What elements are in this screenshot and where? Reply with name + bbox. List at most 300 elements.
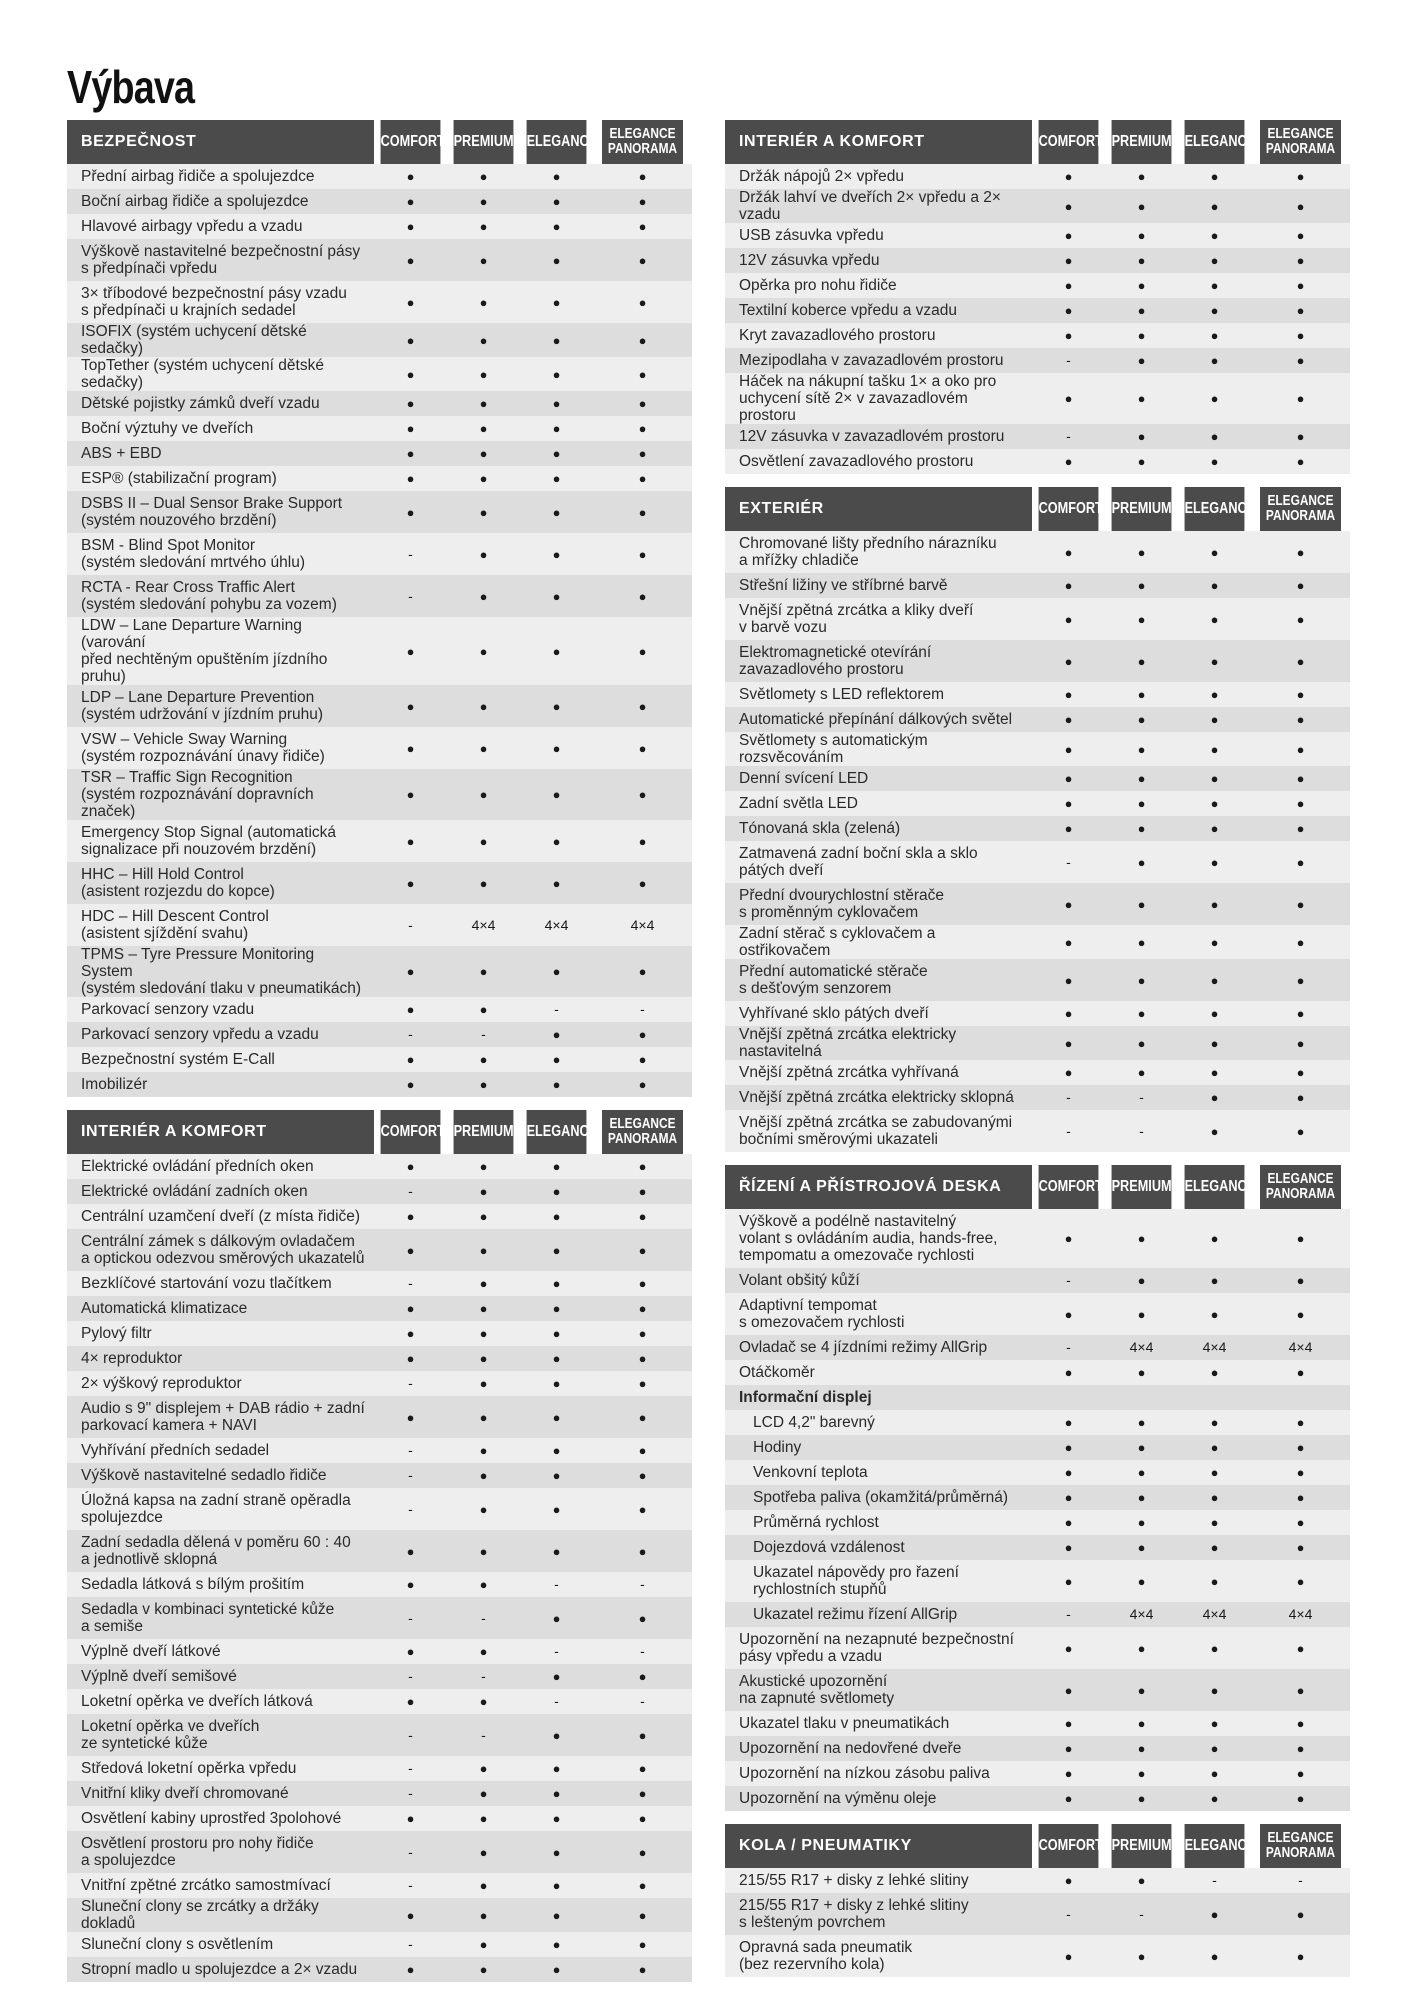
availability-cell: - — [374, 533, 447, 575]
column-header-elegance-panorama — [1260, 1165, 1341, 1209]
feature-label-line: 12V zásuvka v zavazadlovém prostoru — [739, 428, 1005, 445]
availability-cell: ● — [447, 1756, 520, 1781]
feature-label-line: a optickou odezvou směrových ukazatelů — [81, 1250, 365, 1267]
feature-label-line: volant s ovládáním audia, hands-free, — [739, 1230, 998, 1247]
availability-cell: ● — [593, 164, 692, 189]
feature-label-line: Tónovaná skla (zelená) — [739, 820, 901, 837]
feature-label-line: TPMS – Tyre Pressure Monitoring System — [81, 946, 315, 980]
availability-cell: ● — [593, 1022, 692, 1047]
availability-cell: ● — [1178, 1435, 1251, 1460]
availability-cell — [1178, 1385, 1251, 1410]
table-row — [67, 1488, 692, 1530]
feature-label — [725, 1268, 1032, 1293]
availability-cell: ● — [1105, 189, 1178, 223]
availability-cell: ● — [447, 491, 520, 533]
availability-cell: ● — [374, 1396, 447, 1438]
availability-cell: ● — [1178, 1893, 1251, 1935]
availability-cell: ● — [593, 1488, 692, 1530]
feature-label — [725, 373, 1032, 424]
feature-label-line: Centrální zámek s dálkovým ovladačem — [81, 1233, 355, 1250]
availability-cell: ● — [447, 214, 520, 239]
column-header: COMFORT — [381, 120, 441, 164]
availability-cell: ● — [593, 416, 692, 441]
feature-label-line: (systém rozpoznávání únavy řidiče) — [81, 748, 325, 765]
availability-cell: ● — [520, 946, 593, 997]
table-row — [725, 373, 1350, 424]
availability-cell: ● — [1105, 164, 1178, 189]
feature-label-line: Zadní světla LED — [739, 795, 858, 812]
column-header-line: PANORAMA — [1265, 508, 1336, 524]
availability-cell: - — [1032, 1602, 1105, 1627]
availability-cell: ● — [1105, 1535, 1178, 1560]
column-header-line: PANORAMA — [1265, 1186, 1336, 1202]
availability-cell: ● — [1251, 1460, 1350, 1485]
feature-label — [725, 273, 1032, 298]
availability-cell: - — [593, 1572, 692, 1597]
table-row — [725, 1060, 1350, 1085]
availability-cell: ● — [374, 466, 447, 491]
availability-cell: ● — [1251, 1627, 1350, 1669]
feature-label-line: s omezovačem rychlosti — [739, 1314, 905, 1331]
feature-label — [67, 164, 374, 189]
table-row — [67, 214, 692, 239]
availability-cell: ● — [520, 1154, 593, 1179]
availability-cell: ● — [447, 1530, 520, 1572]
feature-label — [725, 598, 1032, 640]
availability-cell: ● — [1032, 1209, 1105, 1268]
feature-label — [725, 1360, 1032, 1385]
section-header — [67, 120, 692, 164]
feature-label-line: parkovací kamera + NAVI — [81, 1417, 257, 1434]
availability-cell: ● — [1032, 531, 1105, 573]
feature-label-line: Výškově nastavitelné sedadlo řidiče — [81, 1467, 327, 1484]
availability-cell: ● — [1178, 531, 1251, 573]
column-header: ELEGANCE — [1185, 1165, 1245, 1209]
feature-label-line: Opěrka pro nohu řidiče — [739, 277, 897, 294]
feature-label-line: Upozornění na nízkou zásobu paliva — [739, 1765, 990, 1782]
column-header: ELEGANCE — [1185, 487, 1245, 531]
feature-label-line: ze syntetické kůže — [81, 1735, 208, 1752]
availability-cell: ● — [593, 189, 692, 214]
feature-label-line: (systém sledování mrtvého úhlu) — [81, 554, 305, 571]
column-header-elegance-panorama — [1260, 120, 1341, 164]
feature-label-line: rychlostních stupňů — [753, 1581, 887, 1598]
feature-label-line: Automatická klimatizace — [81, 1300, 248, 1317]
page-title: Výbava — [67, 61, 195, 113]
table-row — [725, 1001, 1350, 1026]
feature-label — [67, 189, 374, 214]
table-row — [725, 1460, 1350, 1485]
section-title: INTERIÉR A KOMFORT — [67, 1110, 374, 1154]
table-row — [67, 1530, 692, 1572]
availability-cell: ● — [593, 946, 692, 997]
availability-cell: ● — [520, 575, 593, 617]
availability-cell: ● — [1032, 1761, 1105, 1786]
feature-label-line: spolujezdce — [81, 1509, 163, 1526]
feature-label-line: TSR – Traffic Sign Recognition — [81, 769, 293, 786]
availability-cell: ● — [1251, 791, 1350, 816]
availability-cell: ● — [520, 533, 593, 575]
feature-label — [67, 946, 374, 997]
availability-cell: ● — [520, 1781, 593, 1806]
feature-label — [725, 766, 1032, 791]
feature-label-line: Upozornění na nedovřené dveře — [739, 1740, 962, 1757]
availability-cell: ● — [520, 685, 593, 727]
table-row — [725, 883, 1350, 925]
column-header-line: ELEGANCE — [1267, 493, 1334, 509]
feature-label — [67, 1806, 374, 1831]
availability-cell: - — [374, 1831, 447, 1873]
availability-cell: - — [1178, 1868, 1251, 1893]
feature-label — [67, 1932, 374, 1957]
table-row — [725, 682, 1350, 707]
table-row — [725, 449, 1350, 474]
column-header-line: ELEGANCE — [609, 126, 676, 142]
availability-cell: ● — [447, 862, 520, 904]
availability-cell: ● — [1251, 1085, 1350, 1110]
feature-label — [725, 1385, 1032, 1410]
availability-cell: ● — [1105, 883, 1178, 925]
availability-cell: - — [374, 1714, 447, 1756]
feature-label-line: Vnější zpětná zrcátka elektricky sklopná — [739, 1089, 1014, 1106]
table-rizeni — [725, 1165, 1350, 1811]
feature-label-line: a semiše — [81, 1618, 144, 1635]
availability-cell: ● — [1178, 273, 1251, 298]
column-header: PREMIUM — [454, 1110, 514, 1154]
availability-cell: ● — [593, 1873, 692, 1898]
availability-cell: ● — [1251, 1510, 1350, 1535]
availability-cell: ● — [1178, 573, 1251, 598]
availability-cell: ● — [374, 1898, 447, 1932]
availability-cell: ● — [447, 1898, 520, 1932]
table-row — [67, 357, 692, 391]
availability-cell: ● — [1251, 1435, 1350, 1460]
availability-cell: ● — [1032, 598, 1105, 640]
availability-cell: ● — [447, 1639, 520, 1664]
feature-label — [725, 1761, 1032, 1786]
table-row — [67, 1072, 692, 1097]
column-header-line: ELEGANCE — [1267, 1171, 1334, 1187]
feature-label-line: Osvětlení prostoru pro nohy řidiče — [81, 1835, 314, 1852]
table-row — [725, 1410, 1350, 1435]
availability-cell: ● — [1105, 1268, 1178, 1293]
availability-cell: ● — [1251, 598, 1350, 640]
table-row — [725, 1711, 1350, 1736]
feature-label-line: Sluneční clony s osvětlením — [81, 1936, 274, 1953]
availability-cell: - — [1105, 1110, 1178, 1152]
availability-cell: ● — [1251, 883, 1350, 925]
availability-cell: ● — [1251, 449, 1350, 474]
availability-cell: - — [374, 1179, 447, 1204]
column-header: ELEGANCE — [527, 1110, 587, 1154]
availability-cell: - — [520, 1639, 593, 1664]
feature-label — [67, 727, 374, 769]
availability-cell: ● — [374, 1689, 447, 1714]
availability-cell: ● — [1251, 1360, 1350, 1385]
feature-label-line: Zadní stěrač s cyklovačem a ostřikovačem — [739, 925, 936, 959]
feature-label-line: 215/55 R17 + disky z lehké slitiny — [739, 1872, 969, 1889]
availability-cell: ● — [593, 727, 692, 769]
availability-cell: - — [1105, 1893, 1178, 1935]
availability-cell — [1032, 1385, 1105, 1410]
availability-cell: ● — [1251, 1669, 1350, 1711]
availability-cell: ● — [447, 357, 520, 391]
feature-label — [67, 1438, 374, 1463]
feature-label-line: a jednotlivě sklopná — [81, 1551, 218, 1568]
feature-label-line: Akustické upozornění — [739, 1673, 888, 1690]
feature-label — [725, 164, 1032, 189]
availability-cell: ● — [1178, 1460, 1251, 1485]
availability-cell: ● — [447, 164, 520, 189]
availability-cell: ● — [447, 1072, 520, 1097]
availability-cell: ● — [447, 769, 520, 820]
feature-label-line: HDC – Hill Descent Control — [81, 908, 269, 925]
feature-label-line: Loketní opěrka ve dveřích — [81, 1718, 260, 1735]
availability-cell: ● — [1251, 424, 1350, 449]
feature-label — [725, 323, 1032, 348]
table-row — [67, 1271, 692, 1296]
feature-label-line: Boční výztuhy ve dveřích — [81, 420, 254, 437]
availability-cell: ● — [447, 1831, 520, 1873]
availability-cell: ● — [593, 1271, 692, 1296]
table-row — [67, 1689, 692, 1714]
availability-cell: ● — [520, 1932, 593, 1957]
availability-cell: ● — [1032, 682, 1105, 707]
feature-label-line: Přední dvourychlostní stěrače — [739, 887, 945, 904]
availability-cell: - — [1032, 841, 1105, 883]
availability-cell: ● — [447, 239, 520, 281]
availability-cell: ● — [1251, 1711, 1350, 1736]
feature-label-line: (systém sledování pohybu za vozem) — [81, 596, 337, 613]
availability-cell: ● — [374, 617, 447, 685]
column-header-line: ELEGANCE — [609, 1116, 676, 1132]
availability-cell: ● — [593, 862, 692, 904]
availability-cell: - — [520, 997, 593, 1022]
feature-label-line: Upozornění na výměnu oleje — [739, 1790, 937, 1807]
column-header: PREMIUM — [454, 120, 514, 164]
availability-cell: ● — [520, 1831, 593, 1873]
table-row — [725, 1935, 1350, 1977]
availability-cell: ● — [447, 1371, 520, 1396]
availability-cell: ● — [1032, 373, 1105, 424]
feature-label — [725, 248, 1032, 273]
availability-cell: ● — [447, 1229, 520, 1271]
column-header-line: ELEGANCE — [1267, 1830, 1334, 1846]
availability-cell: ● — [1105, 298, 1178, 323]
feature-label-line: (systém udržování v jízdním pruhu) — [81, 706, 324, 723]
feature-label — [67, 1781, 374, 1806]
column-header-elegance-panorama — [1260, 1824, 1341, 1868]
feature-label-line: Bezklíčové startování vozu tlačítkem — [81, 1275, 332, 1292]
availability-cell: ● — [593, 1597, 692, 1639]
availability-cell: ● — [447, 1873, 520, 1898]
availability-cell: ● — [1032, 791, 1105, 816]
availability-cell: ● — [520, 189, 593, 214]
availability-cell: ● — [1032, 1026, 1105, 1060]
availability-cell: ● — [1105, 223, 1178, 248]
section-title: BEZPEČNOST — [67, 120, 374, 164]
availability-cell: 4×4 — [1105, 1602, 1178, 1627]
availability-cell: - — [447, 1597, 520, 1639]
feature-label — [67, 1072, 374, 1097]
availability-cell: ● — [593, 1664, 692, 1689]
availability-cell: ● — [1251, 1736, 1350, 1761]
section-title: INTERIÉR A KOMFORT — [725, 120, 1032, 164]
section-header — [725, 120, 1350, 164]
availability-cell: ● — [520, 214, 593, 239]
table-row — [67, 862, 692, 904]
availability-cell: ● — [1105, 791, 1178, 816]
availability-cell: ● — [447, 1346, 520, 1371]
column-header: PREMIUM — [1112, 487, 1172, 531]
feature-label-line: (bez rezervního kola) — [739, 1956, 885, 1973]
feature-label-line: Parkovací senzory vpředu a vzadu — [81, 1026, 319, 1043]
availability-cell: ● — [374, 214, 447, 239]
availability-cell: ● — [520, 491, 593, 533]
availability-cell: ● — [520, 1296, 593, 1321]
availability-cell: ● — [1032, 1060, 1105, 1085]
availability-cell: ● — [447, 1321, 520, 1346]
availability-cell: ● — [593, 769, 692, 820]
availability-cell: - — [447, 1664, 520, 1689]
column-header-line: ELEGANCE — [1267, 126, 1334, 142]
table-row — [67, 1932, 692, 1957]
table-row — [725, 323, 1350, 348]
table-row — [67, 1154, 692, 1179]
feature-label-line: Volant obšitý kůží — [739, 1272, 860, 1289]
availability-cell: ● — [593, 533, 692, 575]
feature-label-line: Ovladač se 4 jízdními režimy AllGrip — [739, 1339, 988, 1356]
table-row — [725, 1510, 1350, 1535]
availability-cell: ● — [374, 1957, 447, 1982]
availability-cell: ● — [1105, 925, 1178, 959]
feature-label — [725, 531, 1032, 573]
table-row — [725, 1535, 1350, 1560]
table-row — [67, 1179, 692, 1204]
feature-label-line: Výškově a podélně nastavitelný — [739, 1213, 957, 1230]
availability-cell: - — [593, 997, 692, 1022]
availability-cell: 4×4 — [1105, 1335, 1178, 1360]
availability-cell: ● — [1105, 373, 1178, 424]
availability-cell: ● — [520, 862, 593, 904]
availability-cell: ● — [1105, 1711, 1178, 1736]
availability-cell: ● — [1251, 766, 1350, 791]
table-row — [725, 816, 1350, 841]
availability-cell: ● — [1178, 1669, 1251, 1711]
feature-label-line: Přední automatické stěrače — [739, 963, 928, 980]
availability-cell: ● — [1178, 1510, 1251, 1535]
table-row — [725, 424, 1350, 449]
table-row — [725, 1293, 1350, 1335]
availability-cell: ● — [593, 357, 692, 391]
availability-cell: ● — [1251, 223, 1350, 248]
section-header — [725, 1165, 1350, 1209]
availability-cell: ● — [520, 239, 593, 281]
availability-cell: ● — [1032, 1736, 1105, 1761]
feature-label — [725, 816, 1032, 841]
table-row — [67, 1664, 692, 1689]
feature-label-line: Výškově nastavitelné bezpečnostní pásy — [81, 243, 361, 260]
feature-label — [725, 1410, 1032, 1435]
feature-label-line: (asistent rozjezdu do kopce) — [81, 883, 275, 900]
availability-cell: ● — [520, 769, 593, 820]
feature-label-line: Osvětlení kabiny uprostřed 3polohové — [81, 1810, 342, 1827]
availability-cell: ● — [447, 575, 520, 617]
table-row — [67, 1022, 692, 1047]
availability-cell: ● — [1032, 1293, 1105, 1335]
availability-cell: ● — [447, 391, 520, 416]
availability-cell: ● — [447, 1396, 520, 1438]
availability-cell: - — [374, 1756, 447, 1781]
availability-cell: ● — [1178, 449, 1251, 474]
availability-cell: ● — [593, 1396, 692, 1438]
feature-label — [67, 1154, 374, 1179]
feature-label-line: signalizace při nouzovém brzdění) — [81, 841, 317, 858]
feature-label-line: ESP® (stabilizační program) — [81, 470, 277, 487]
availability-cell: - — [1032, 1335, 1105, 1360]
availability-cell: ● — [1105, 640, 1178, 682]
availability-cell: ● — [447, 1047, 520, 1072]
availability-cell: - — [374, 1271, 447, 1296]
availability-cell: ● — [1251, 1293, 1350, 1335]
feature-label — [67, 1271, 374, 1296]
column-header: COMFORT — [1039, 1165, 1099, 1209]
feature-label-line: Světlomety s LED reflektorem — [739, 686, 945, 703]
feature-label-line: BSM - Blind Spot Monitor — [81, 537, 256, 554]
availability-cell: ● — [593, 1530, 692, 1572]
feature-label-line: Ukazatel tlaku v pneumatikách — [739, 1715, 950, 1732]
table-row — [67, 1756, 692, 1781]
feature-label — [725, 1935, 1032, 1977]
feature-label-line: pátých dveří — [739, 862, 824, 879]
availability-cell: ● — [1251, 273, 1350, 298]
availability-cell: ● — [1105, 766, 1178, 791]
feature-label — [725, 1736, 1032, 1761]
table-row — [725, 732, 1350, 766]
table-row — [67, 491, 692, 533]
table-row — [67, 323, 692, 357]
table-row — [67, 1346, 692, 1371]
feature-label — [67, 1047, 374, 1072]
availability-cell: ● — [447, 1271, 520, 1296]
availability-cell: ● — [1032, 1627, 1105, 1669]
feature-label-line: tempomatu a omezovače rychlosti — [739, 1247, 975, 1264]
feature-label-line: (systém rozpoznávání dopravních značek) — [81, 786, 314, 820]
availability-cell: ● — [593, 1756, 692, 1781]
table-exterier — [725, 487, 1350, 1152]
availability-cell: ● — [1032, 298, 1105, 323]
column-header: COMFORT — [1039, 1824, 1099, 1868]
availability-cell: 4×4 — [1178, 1602, 1251, 1627]
availability-cell: ● — [447, 1572, 520, 1597]
table-row — [725, 1761, 1350, 1786]
availability-cell: ● — [1032, 323, 1105, 348]
availability-cell: - — [374, 1371, 447, 1396]
feature-label-line: Parkovací senzory vzadu — [81, 1001, 255, 1018]
feature-label-line: LDP – Lane Departure Prevention — [81, 689, 315, 706]
feature-label — [725, 449, 1032, 474]
table-row — [67, 1371, 692, 1396]
column-header: PREMIUM — [1112, 1165, 1172, 1209]
availability-cell: ● — [1178, 248, 1251, 273]
availability-cell: ● — [593, 1438, 692, 1463]
table-row — [67, 1572, 692, 1597]
feature-label — [725, 1602, 1032, 1627]
availability-cell: ● — [374, 441, 447, 466]
availability-cell: - — [1251, 1868, 1350, 1893]
availability-cell: ● — [374, 1204, 447, 1229]
availability-cell: ● — [1178, 373, 1251, 424]
